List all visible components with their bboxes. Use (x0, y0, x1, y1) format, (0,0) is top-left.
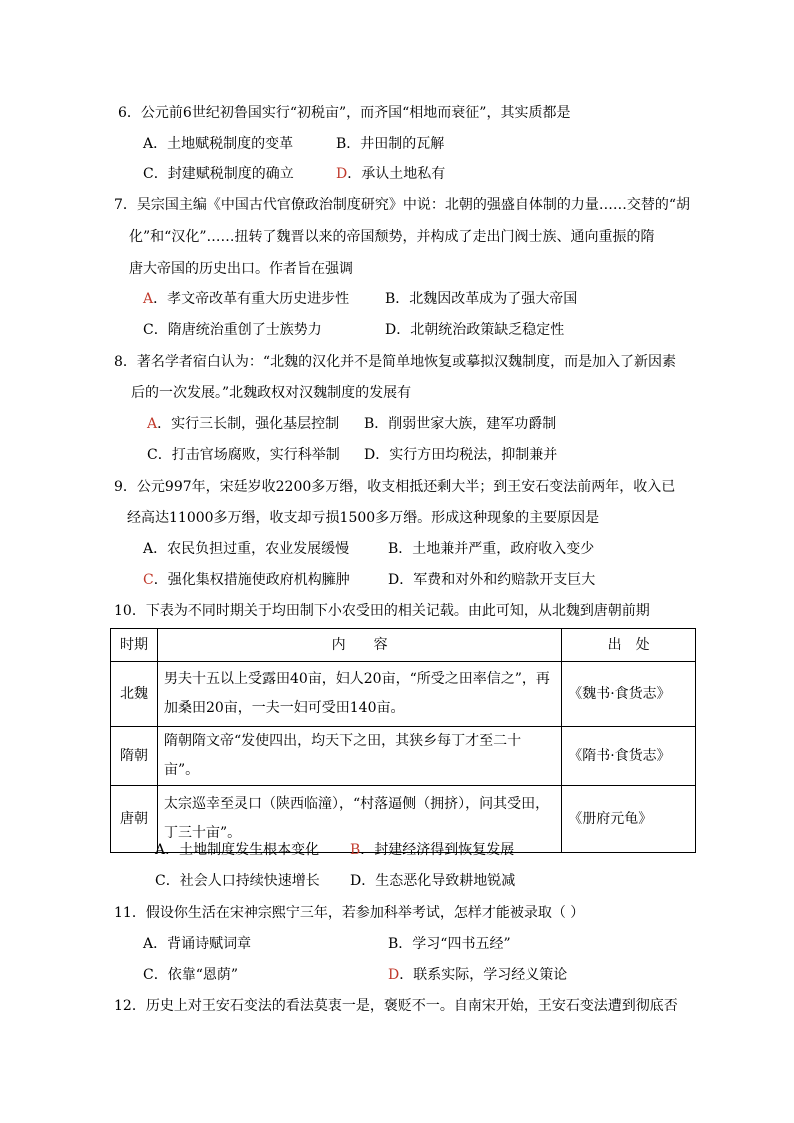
option-text: ．封建经济得到恢复发展 (360, 842, 515, 858)
row-period: 唐朝 (111, 786, 158, 853)
question-11-stem: 11．假设你生活在宋神宗熙宁三年，若参加科举考试，怎样才能被录取（ ） (114, 905, 585, 921)
row-source: 《册府元龟》 (562, 786, 696, 853)
question-11-option-b: B．学习“四书五经” (388, 936, 511, 952)
table-header-row (111, 629, 696, 662)
question-8-option-c: C．打击官场腐败，实行科举制 (147, 447, 340, 463)
question-8-option-a (147, 414, 339, 434)
content-line: 太宗巡幸至灵口（陕西临潼），“村落逼侧（拥挤），问其受田， (163, 796, 550, 812)
row-content (157, 662, 561, 727)
option-text: ．承认土地私有 (347, 166, 446, 182)
question-7-option-b: B．北魏因改革成为了强大帝国 (385, 291, 578, 307)
land-records-table (110, 628, 696, 853)
question-7-option-a (143, 289, 349, 309)
content-line: 加桑田20亩，一夫一妇可受田140亩。 (163, 700, 405, 716)
question-6-stem: 6．公元前6世纪初鲁国实行“初税亩”，而齐国“相地而衰征”，其实质都是 (118, 105, 571, 121)
question-6-option-a: A．土地赋税制度的变革 (143, 136, 294, 152)
question-9-stem-line-1: 9．公元997年，宋廷岁收2200多万缗，收支相抵还剩大半；到王安石变法前两年，收入已 (114, 479, 676, 495)
question-11-option-c: C．依靠“恩荫” (143, 967, 239, 983)
question-7-stem-line-1: 7．吴宗国主编《中国古代官僚政治制度研究》中说：北朝的强盛自体制的力量……交替的“胡 (114, 197, 691, 213)
table-row (111, 727, 696, 786)
option-text: ．实行三长制，强化基层控制 (157, 416, 340, 432)
row-source: 《隋书·食货志》 (562, 727, 696, 786)
content-line: 男夫十五以上受露田40亩，妇人20亩，“所受之田率信之”，再 (163, 671, 550, 687)
option-letter: D (336, 166, 348, 182)
question-10-option-d: D．生态恶化导致耕地锐减 (350, 873, 516, 889)
question-8-option-d: D．实行方田均税法，抑制兼并 (364, 447, 558, 463)
question-6-option-d (336, 164, 445, 184)
option-letter: B (350, 842, 361, 858)
question-10-option-c: C．社会人口持续快速增长 (155, 873, 320, 889)
question-10-option-a: A．土地制度发生根本变化 (155, 842, 320, 858)
question-8-stem-line-1: 8．著名学者宿白认为：“北魏的汉化并不是简单地恢复或摹拟汉魏制度，而是加入了新因素 (114, 354, 677, 370)
question-9-stem-line-2: 经高达11000多万缗，收支却亏损1500多万缗。形成这种现象的主要原因是 (127, 510, 600, 526)
question-9-option-b: B．土地兼并严重，政府收入变少 (388, 541, 595, 557)
question-12-stem: 12．历史上对王安石变法的看法莫衷一是，褒贬不一。自南宋开始，王安石变法遭到彻底否 (114, 998, 678, 1014)
question-10-stem: 10．下表为不同时期关于均田制下小农受田的相关记载。由此可知，从北魏到唐朝前期 (114, 603, 650, 619)
question-9-option-a: A．农民负担过重，农业发展缓慢 (143, 541, 350, 557)
question-9-option-c (143, 570, 350, 590)
header-source: 出 处 (562, 629, 696, 662)
question-6-option-c: C．封建赋税制度的确立 (143, 166, 294, 182)
question-8-stem-line-2: 后的一次发展。”北魏政权对汉魏制度的发展有 (131, 385, 412, 401)
option-letter: C (143, 572, 154, 588)
question-7-option-c: C．隋唐统治重创了士族势力 (143, 322, 322, 338)
question-10-option-b (350, 840, 514, 860)
question-7-stem-line-2: 化”和“汉化”……扭转了魏晋以来的帝国颓势，并构成了走出门阀士族、通向重振的隋 (129, 229, 655, 245)
option-letter: A (147, 416, 158, 432)
option-text: ．孝文帝改革有重大历史进步性 (153, 291, 350, 307)
row-content (157, 727, 561, 786)
row-period: 隋朝 (111, 727, 158, 786)
question-11-option-a: A．背诵诗赋词章 (143, 936, 252, 952)
question-7-stem-line-3: 唐大帝国的历史出口。作者旨在强调 (129, 261, 353, 277)
question-6-option-b: B．井田制的瓦解 (336, 136, 445, 152)
option-letter: D (388, 967, 400, 983)
question-8-option-b: B．削弱世家大族，建军功爵制 (364, 416, 557, 432)
row-period: 北魏 (111, 662, 158, 727)
content-line: 丁三十亩”。 (163, 825, 242, 841)
question-11-option-d (388, 965, 567, 985)
content-line: 隋朝隋文帝“发使四出，均天下之田，其狭乡每丁才至二十亩”。 (163, 733, 522, 778)
table-row (111, 662, 696, 727)
row-source: 《魏书·食货志》 (562, 662, 696, 727)
header-period: 时期 (111, 629, 158, 662)
option-letter: A (143, 291, 154, 307)
header-content: 内 容 (157, 629, 561, 662)
question-7-option-d: D．北朝统治政策缺乏稳定性 (385, 322, 565, 338)
question-9-option-d: D．军费和对外和约赔款开支巨大 (388, 572, 596, 588)
option-text: ．强化集权措施使政府机构臃肿 (153, 572, 350, 588)
option-text: ．联系实际，学习经义策论 (399, 967, 568, 983)
